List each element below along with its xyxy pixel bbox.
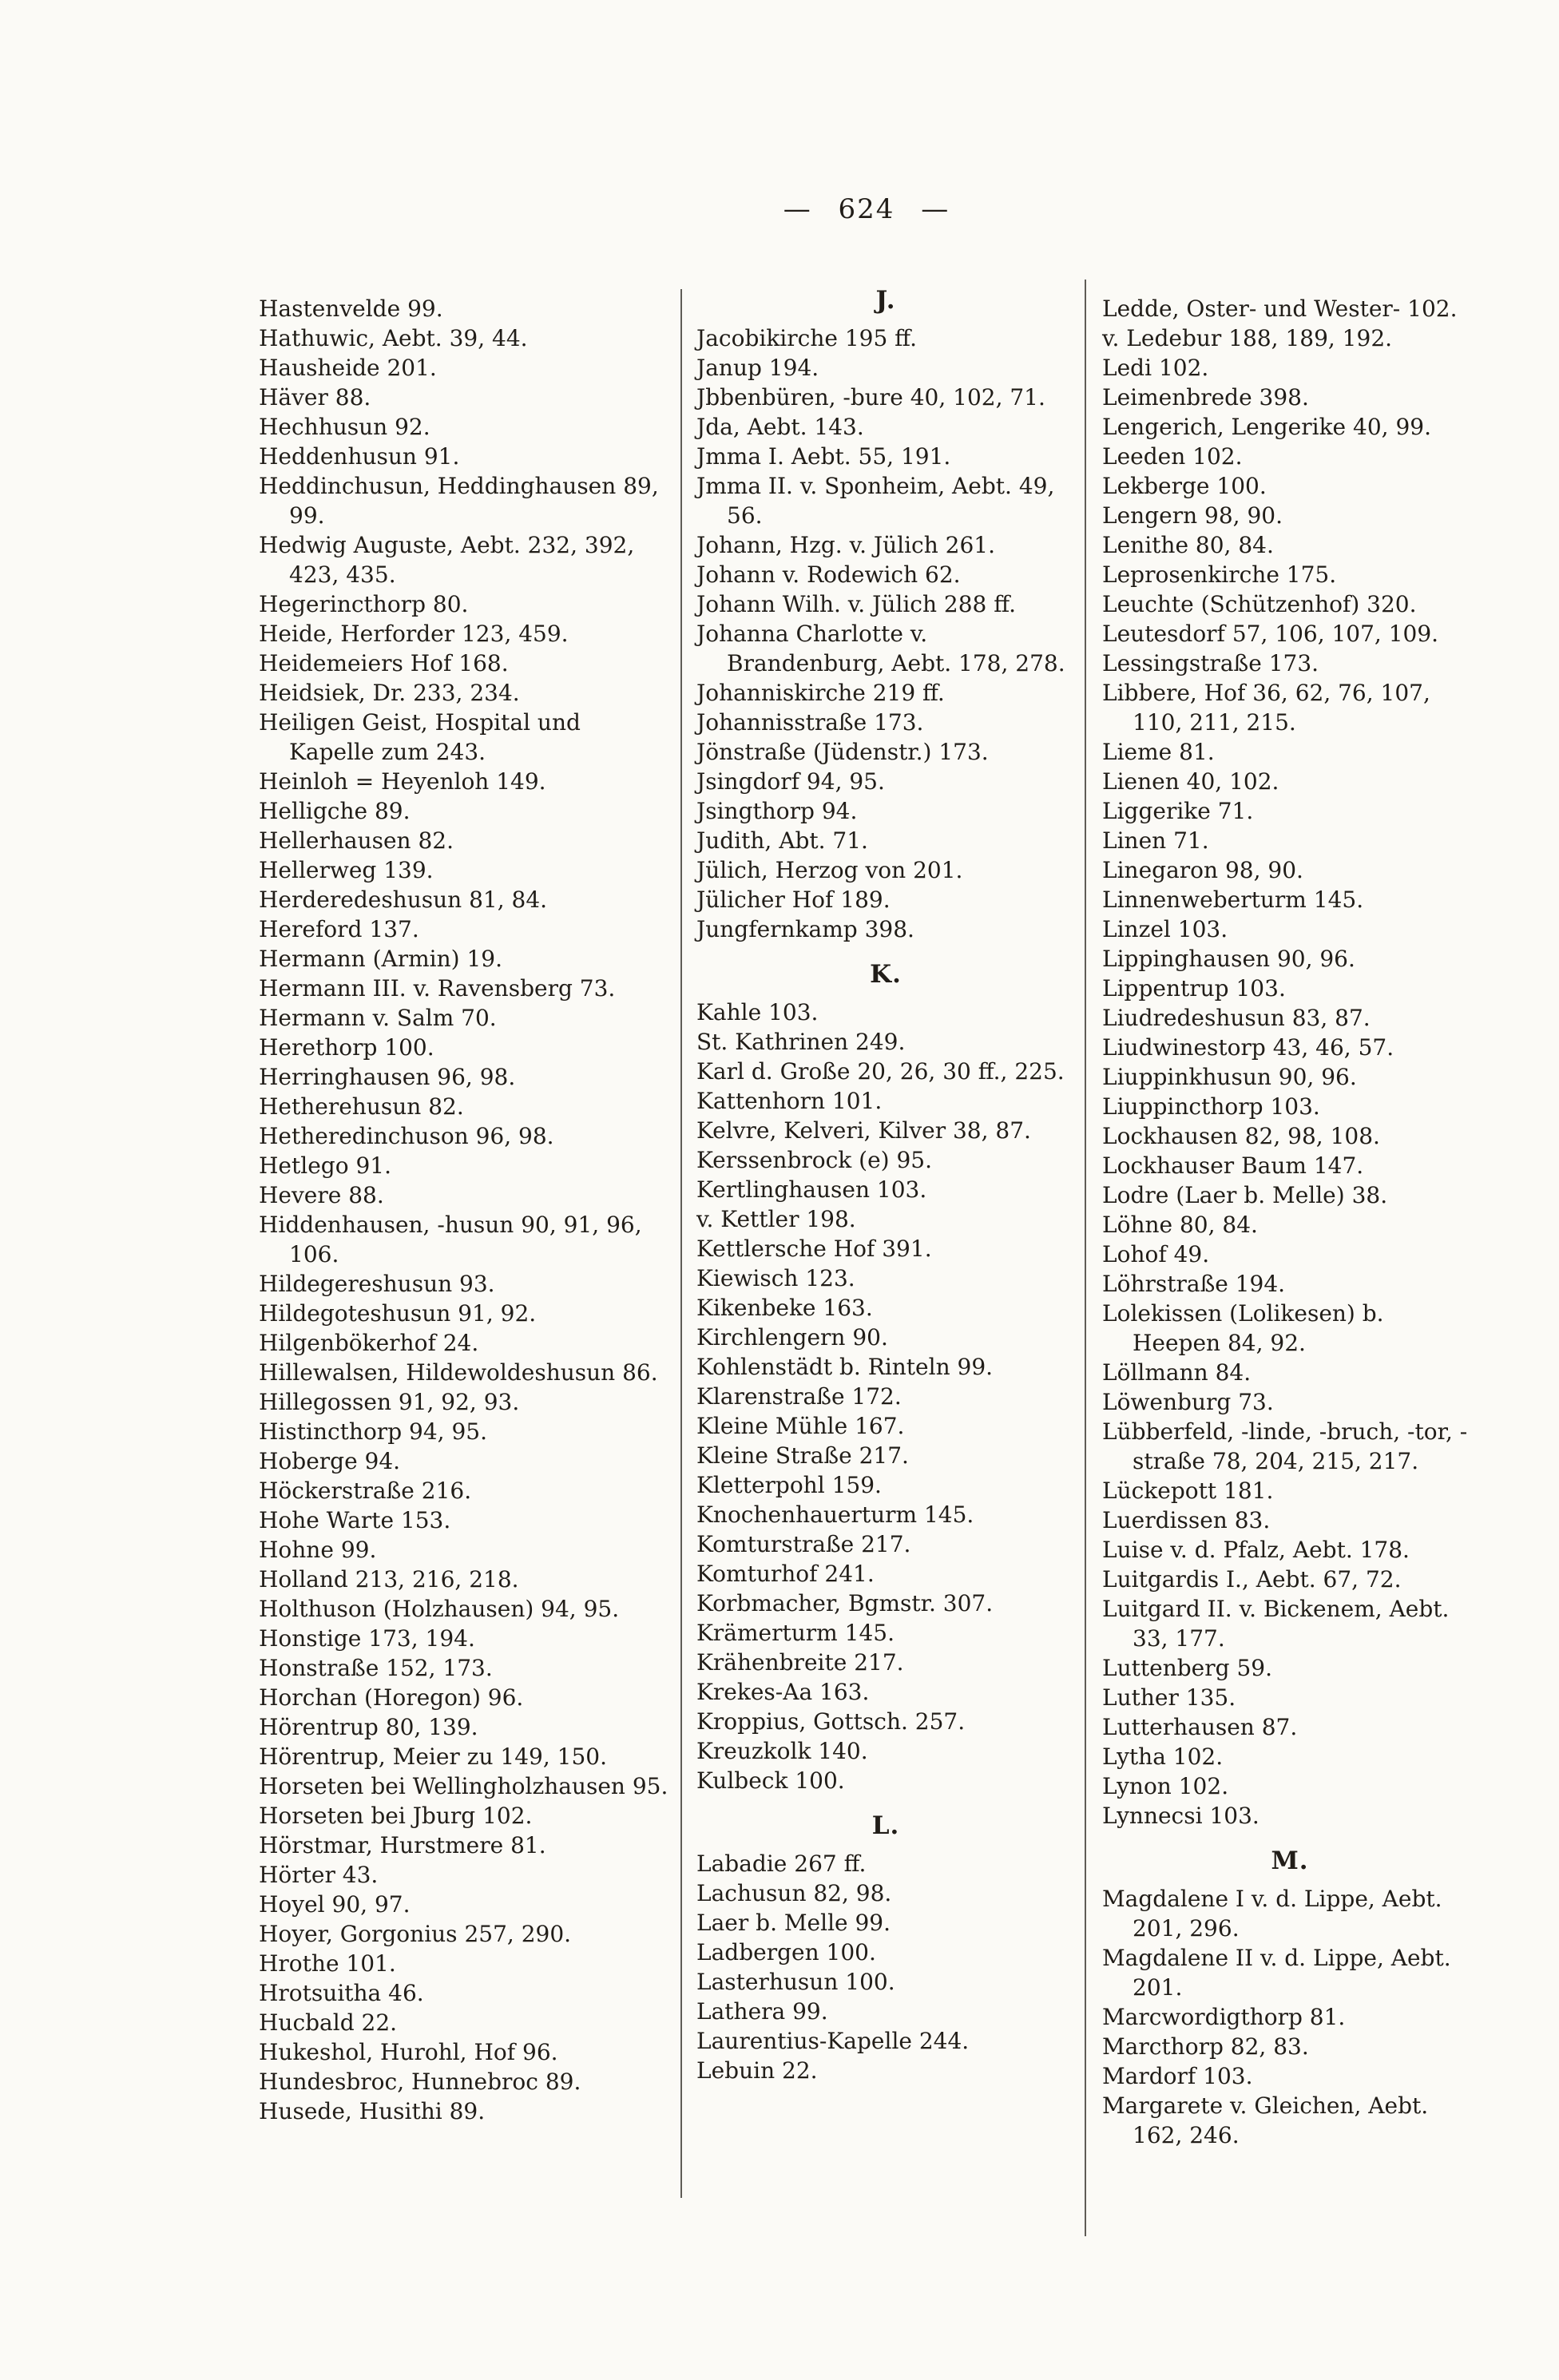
page-number: — 624 —	[783, 193, 950, 225]
index-entry: Lieme 81.	[1102, 739, 1215, 765]
index-entry: Hrotsuitha 46.	[259, 1980, 424, 2006]
index-entry: Löhne 80, 84.	[1102, 1212, 1258, 1238]
index-entry: Marcwordigthorp 81.	[1102, 2004, 1346, 2030]
index-entry: Leuchte (Schützenhof) 320.	[1102, 591, 1417, 617]
index-entry: Hundesbroc, Hunnebroc 89.	[259, 2069, 581, 2095]
index-entry: Kletterpohl 159.	[696, 1472, 882, 1498]
index-entry: Hermann III. v. Ravensberg 73.	[259, 975, 616, 1002]
index-entry: Hausheide 201.	[259, 355, 437, 381]
index-entry: Jülicher Hof 189.	[696, 887, 891, 913]
index-entry: Hillewalsen, Hildewoldeshusun 86.	[259, 1359, 658, 1386]
index-entry: Kroppius, Gottsch. 257.	[696, 1708, 966, 1735]
index-entry: Liggerike 71.	[1102, 798, 1254, 824]
index-entry: Lienen 40, 102.	[1102, 768, 1279, 795]
index-column-3	[1102, 294, 1478, 2150]
index-entry: Libbere, Hof 36, 62, 76, 107, 110, 211, 215.	[1102, 680, 1430, 736]
index-entry: Krähenbreite 217.	[696, 1649, 904, 1676]
index-entry: Kreuzkolk 140.	[696, 1738, 868, 1764]
index-entry: Judith, Abt. 71.	[696, 827, 868, 854]
index-entry: Jmma I. Aebt. 55, 191.	[696, 443, 951, 470]
index-entry: Höckerstraße 216.	[259, 1478, 472, 1504]
index-column-2	[696, 284, 1075, 2085]
index-entry: Horseten bei Wellingholzhausen 95.	[259, 1773, 668, 1799]
index-entry: Löwenburg 73.	[1102, 1389, 1274, 1415]
index-entry: Heide, Herforder 123, 459.	[259, 621, 569, 647]
index-entry: Hedwig Auguste, Aebt. 232, 392, 423, 435.	[259, 532, 635, 588]
index-entry: Ledde, Oster- und Wester- 102.	[1102, 296, 1458, 322]
index-entry: v. Ledebur 188, 189, 192.	[1102, 325, 1393, 351]
index-entry: Luitgardis I., Aebt. 67, 72.	[1102, 1566, 1402, 1593]
index-entry: Kelvre, Kelveri, Kilver 38, 87.	[696, 1117, 1031, 1144]
index-entry: Lengern 98, 90.	[1102, 502, 1283, 529]
index-entry: Hohne 99.	[259, 1537, 377, 1563]
index-entry: Kettlersche Hof 391.	[696, 1236, 932, 1262]
index-entry: Hildegereshusun 93.	[259, 1271, 495, 1297]
index-entry: Hermann v. Salm 70.	[259, 1005, 497, 1031]
index-entry: Jacobikirche 195 ff.	[696, 325, 917, 351]
index-entry: Kulbeck 100.	[696, 1767, 845, 1794]
index-entry: Liuppincthorp 103.	[1102, 1093, 1320, 1120]
index-entry: Kiewisch 123.	[696, 1265, 855, 1291]
index-entry: Lockhauser Baum 147.	[1102, 1152, 1364, 1179]
index-entry: Lekberge 100.	[1102, 473, 1267, 499]
index-entry: Johanniskirche 219 ff.	[696, 680, 945, 706]
index-entry: Luitgard II. v. Bickenem, Aebt. 33, 177.	[1102, 1596, 1450, 1652]
index-entry: Lynon 102.	[1102, 1773, 1229, 1799]
index-entry: Lohof 49.	[1102, 1241, 1210, 1267]
index-entry: Kirchlengern 90.	[696, 1324, 888, 1351]
index-entry: Jsingdorf 94, 95.	[696, 768, 885, 795]
index-entry: Herethorp 100.	[259, 1034, 434, 1061]
index-entry: Hukeshol, Hurohl, Hof 96.	[259, 2039, 558, 2065]
index-entry: Johannisstraße 173.	[696, 709, 924, 736]
index-entry: Jönstraße (Jüdenstr.) 173.	[696, 739, 989, 765]
index-entry: Johanna Charlotte v. Brandenburg, Aebt. 178, 278.	[696, 621, 1065, 676]
index-entry: Krekes-Aa 163.	[696, 1679, 870, 1705]
column-divider-right	[1085, 280, 1086, 2236]
index-entry: Magdalene II v. d. Lippe, Aebt. 201.	[1102, 1945, 1451, 2001]
index-entry: Heiligen Geist, Hospital und Kapelle zum 243.	[259, 709, 581, 765]
index-entry: Liudwinestorp 43, 46, 57.	[1102, 1034, 1394, 1061]
index-entry: Hoberge 94.	[259, 1448, 401, 1474]
index-entry: Kattenhorn 101.	[696, 1088, 883, 1114]
index-entry: Lytha 102.	[1102, 1743, 1224, 1770]
index-entry: Jülich, Herzog von 201.	[696, 857, 963, 883]
index-entry: Kikenbeke 163.	[696, 1295, 873, 1321]
section-heading: K.	[870, 960, 902, 989]
index-entry: Hillegossen 91, 92, 93.	[259, 1389, 520, 1415]
index-entry: Komturhof 241.	[696, 1561, 875, 1587]
index-entry: Komturstraße 217.	[696, 1531, 911, 1557]
index-entry: Husede, Husithi 89.	[259, 2098, 486, 2124]
index-entry: Hucbald 22.	[259, 2009, 398, 2036]
index-entry: Heddinchusun, Heddinghausen 89, 99.	[259, 473, 659, 529]
index-entry: Hohe Warte 153.	[259, 1507, 451, 1533]
index-entry: Janup 194.	[696, 355, 819, 381]
index-entry: Lückepott 181.	[1102, 1478, 1274, 1504]
index-entry: Johann, Hzg. v. Jülich 261.	[696, 532, 995, 558]
index-entry: Mardorf 103.	[1102, 2063, 1253, 2089]
index-entry: Johann Wilh. v. Jülich 288 ff.	[696, 591, 1017, 617]
index-entry: Margarete v. Gleichen, Aebt. 162, 246.	[1102, 2092, 1429, 2148]
index-entry: Hörentrup, Meier zu 149, 150.	[259, 1743, 607, 1770]
index-entry: Hörentrup 80, 139.	[259, 1714, 478, 1740]
index-entry: Luise v. d. Pfalz, Aebt. 178.	[1102, 1537, 1410, 1563]
index-entry: Krämerturm 145.	[696, 1620, 895, 1646]
index-entry: Karl d. Große 20, 26, 30 ff., 225.	[696, 1058, 1065, 1085]
index-entry: Laurentius-Kapelle 244.	[696, 2028, 970, 2054]
index-entry: Hildegoteshusun 91, 92.	[259, 1300, 537, 1327]
index-entry: Jsingthorp 94.	[696, 798, 858, 824]
index-entry: Honstraße 152, 173.	[259, 1655, 493, 1681]
index-entry: Klarenstraße 172.	[696, 1383, 902, 1410]
index-entry: St. Kathrinen 249.	[696, 1029, 906, 1055]
column-divider-left	[680, 289, 682, 2198]
index-entry: Holthuson (Holzhausen) 94, 95.	[259, 1596, 620, 1622]
index-entry: Kertlinghausen 103.	[696, 1176, 927, 1203]
index-entry: Lengerich, Lengerike 40, 99.	[1102, 414, 1431, 440]
index-entry: Linzel 103.	[1102, 916, 1228, 942]
index-column-1	[259, 294, 669, 2126]
index-entry: Lutterhausen 87.	[1102, 1714, 1298, 1740]
index-entry: Labadie 267 ff.	[696, 1850, 867, 1877]
index-entry: Lessingstraße 173.	[1102, 650, 1319, 676]
index-entry: v. Kettler 198.	[696, 1206, 856, 1232]
index-entry: Hiddenhausen, -husun 90, 91, 96, 106.	[259, 1212, 642, 1267]
index-entry: Hevere 88.	[259, 1182, 384, 1208]
index-entry: Lenithe 80, 84.	[1102, 532, 1274, 558]
index-entry: Knochenhauerturm 145.	[696, 1501, 974, 1528]
index-entry: Leimenbrede 398.	[1102, 384, 1309, 411]
index-entry: Holland 213, 216, 218.	[259, 1566, 519, 1593]
index-entry: Linen 71.	[1102, 827, 1209, 854]
index-entry: Heidsiek, Dr. 233, 234.	[259, 680, 520, 706]
index-entry: Luther 135.	[1102, 1684, 1236, 1711]
index-entry: Leeden 102.	[1102, 443, 1243, 470]
index-entry: Löhrstraße 194.	[1102, 1271, 1286, 1297]
index-entry: Lippinghausen 90, 96.	[1102, 946, 1355, 972]
index-entry: Hermann (Armin) 19.	[259, 946, 503, 972]
index-entry: Kleine Straße 217.	[696, 1442, 909, 1469]
index-entry: Herderedeshusun 81, 84.	[259, 887, 548, 913]
index-entry: Herringhausen 96, 98.	[259, 1064, 516, 1090]
index-entry: Ledi 102.	[1102, 355, 1209, 381]
index-entry: Hathuwic, Aebt. 39, 44.	[259, 325, 528, 351]
index-entry: Marcthorp 82, 83.	[1102, 2033, 1309, 2060]
index-entry: Honstige 173, 194.	[259, 1625, 475, 1652]
index-entry: Heinloh = Heyenloh 149.	[259, 768, 546, 795]
index-entry: Histincthorp 94, 95.	[259, 1418, 487, 1445]
index-entry: Kleine Mühle 167.	[696, 1413, 905, 1439]
section-heading: J.	[875, 286, 896, 315]
index-entry: Linegaron 98, 90.	[1102, 857, 1303, 883]
index-entry: Heidemeiers Hof 168.	[259, 650, 509, 676]
index-entry: Leutesdorf 57, 106, 107, 109.	[1102, 621, 1439, 647]
index-entry: Hegerincthorp 80.	[259, 591, 469, 617]
index-entry: Lockhausen 82, 98, 108.	[1102, 1123, 1380, 1149]
index-entry: Hereford 137.	[259, 916, 419, 942]
index-entry: Jda, Aebt. 143.	[696, 414, 864, 440]
index-entry: Lynnecsi 103.	[1102, 1803, 1259, 1829]
index-entry: Hörter 43.	[259, 1862, 379, 1888]
index-entry: Laer b. Melle 99.	[696, 1910, 891, 1936]
index-entry: Lachusun 82, 98.	[696, 1880, 892, 1906]
index-entry: Hechhusun 92.	[259, 414, 430, 440]
index-entry: Johann v. Rodewich 62.	[696, 561, 961, 588]
index-entry: Hetlego 91.	[259, 1152, 391, 1179]
index-entry: Kohlenstädt b. Rinteln 99.	[696, 1354, 994, 1380]
index-entry: Horseten bei Jburg 102.	[259, 1803, 533, 1829]
index-entry: Ladbergen 100.	[696, 1939, 876, 1965]
index-entry: Hetheredinchuson 96, 98.	[259, 1123, 554, 1149]
index-entry: Hastenvelde 99.	[259, 296, 443, 322]
index-entry: Heddenhusun 91.	[259, 443, 460, 470]
index-entry: Hellerweg 139.	[259, 857, 434, 883]
index-entry: Liuppinkhusun 90, 96.	[1102, 1064, 1357, 1090]
index-entry: Lasterhusun 100.	[696, 1969, 895, 1995]
index-entry: Linnenweberturm 145.	[1102, 887, 1364, 913]
index-entry: Hoyel 90, 97.	[259, 1891, 411, 1918]
index-entry: Löllmann 84.	[1102, 1359, 1252, 1386]
index-entry: Hrothe 101.	[259, 1950, 396, 1977]
index-entry: Helligche 89.	[259, 798, 411, 824]
index-entry: Jmma II. v. Sponheim, Aebt. 49, 56.	[696, 473, 1055, 529]
index-entry: Hetherehusun 82.	[259, 1093, 464, 1120]
index-entry: Häver 88.	[259, 384, 371, 411]
index-entry: Jungfernkamp 398.	[696, 916, 914, 942]
index-entry: Lippentrup 103.	[1102, 975, 1286, 1002]
index-entry: Lübberfeld, -linde, -bruch, -tor, -straße 78, 204, 215, 217.	[1102, 1418, 1468, 1474]
index-entry: Hoyer, Gorgonius 257, 290.	[259, 1921, 572, 1947]
section-heading: M.	[1271, 1846, 1309, 1875]
index-entry: Hörstmar, Hurstmere 81.	[259, 1832, 546, 1858]
index-entry: Luerdissen 83.	[1102, 1507, 1271, 1533]
index-entry: Hilgenbökerhof 24.	[259, 1330, 479, 1356]
section-heading: L.	[871, 1811, 900, 1840]
index-entry: Luttenberg 59.	[1102, 1655, 1272, 1681]
index-entry: Leprosenkirche 175.	[1102, 561, 1337, 588]
index-entry: Kahle 103.	[696, 999, 819, 1025]
index-entry: Korbmacher, Bgmstr. 307.	[696, 1590, 994, 1616]
index-entry: Magdalene I v. d. Lippe, Aebt. 201, 296.	[1102, 1886, 1442, 1942]
index-entry: Horchan (Horegon) 96.	[259, 1684, 524, 1711]
index-entry: Liudredeshusun 83, 87.	[1102, 1005, 1371, 1031]
index-entry: Lebuin 22.	[696, 2057, 818, 2084]
index-entry: Jbbenbüren, -bure 40, 102, 71.	[696, 384, 1045, 411]
index-entry: Kerssenbrock (e) 95.	[696, 1147, 933, 1173]
index-entry: Lathera 99.	[696, 1998, 828, 2025]
index-entry: Lolekissen (Lolikesen) b. Heepen 84, 92.	[1102, 1300, 1384, 1356]
index-entry: Lodre (Laer b. Melle) 38.	[1102, 1182, 1388, 1208]
index-entry: Hellerhausen 82.	[259, 827, 454, 854]
